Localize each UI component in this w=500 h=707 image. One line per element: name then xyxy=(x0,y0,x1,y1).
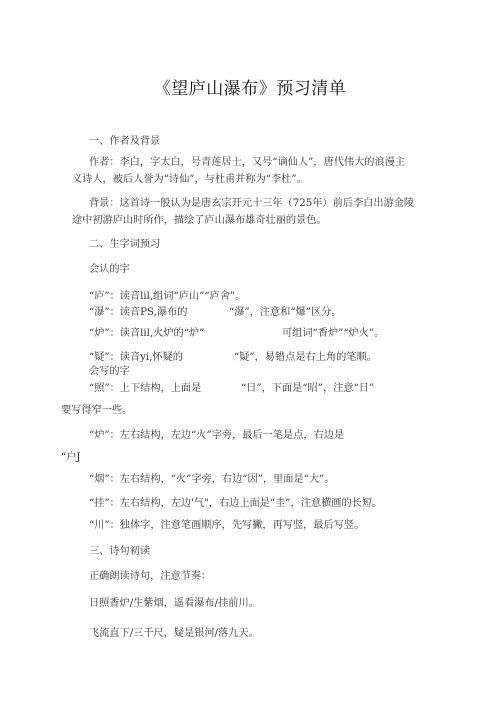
poem-line-1: 日照香炉/生紫烟，遥看瀑布/挂前川。 xyxy=(89,598,259,609)
char-yi-entry-a: “疑”：读音yi,怀疑的 xyxy=(89,352,183,363)
char-zhao-entry-c: 要写得窄一些。 xyxy=(61,405,133,416)
char-pu-entry-b: “瀑”，注意和“爆”区分。 xyxy=(229,307,342,318)
char-lu-entry: “庐”：读音lil,组词“庐山”“庐舍”。 xyxy=(89,291,246,302)
section-heading-characters: 二、生字词预习 xyxy=(89,239,161,250)
author-text-line2: 义诗人，被后人誉为“诗仙”，与杜甫并称为“李杜”。 xyxy=(72,174,307,185)
poem-line-2: 飞流直下/三千尺，疑是银河/落九天。 xyxy=(89,628,259,639)
char-lu2-entry-a: “炉”：读音lil,火炉的“炉” xyxy=(89,328,205,339)
poem-instruction: 正确朗读诗句，注意节奏： xyxy=(89,571,212,582)
section-heading-poem: 三、诗句初读 xyxy=(89,546,151,557)
document-title: 《望庐山瀑布》预习清单 xyxy=(153,79,347,99)
char-yi-entry-b: “疑”，易错点是右上角的笔顺。 xyxy=(234,352,377,363)
char-chuan-entry: “川”：独体字，注意笔画顺序，先写撇，再写竖，最后写竖。 xyxy=(89,520,365,531)
char-gua-entry: “挂”：左右结构，左边'气"，右边上面是“圭”，注意横画的长短。 xyxy=(89,498,383,509)
char-yan-entry: “烟”：左右结构，“火”字旁，右边“因”，里面是“大”。 xyxy=(89,474,335,485)
char-lu3-entry-b: “户J xyxy=(61,452,81,463)
background-text-line1: 背景：这首诗一般认为是唐玄宗开元十三年（725年）前后李白出游金陵 xyxy=(89,198,415,209)
section-heading-author: 一、作者及背景 xyxy=(89,136,161,147)
subheading-recognize: 会认的字 xyxy=(89,264,130,275)
char-pu-entry-a: “瀑”：读音PS,瀑布的 xyxy=(89,307,188,318)
char-lu2-entry-b: 可组词“香炉”“炉火”。 xyxy=(282,328,385,339)
author-text-line1: 作者：李白，字太白，号青莲居士，又号“谪仙人”，唐代伟大的浪漫主 xyxy=(89,157,406,168)
char-lu3-entry-a: “炉”：左右结构，左边“火”字旁，最后一笔是点，右边是 xyxy=(89,430,345,441)
background-text-line2: 途中初游庐山时所作，描绘了庐山瀑布雄奇壮丽的景色。 xyxy=(72,215,327,226)
char-zhao-entry-b: “日”，下面是“昭”，注意“日” xyxy=(241,383,375,394)
subheading-write: 会写的字 xyxy=(89,366,130,377)
char-zhao-entry-a: “照”：上下结构，上面是 xyxy=(89,383,202,394)
